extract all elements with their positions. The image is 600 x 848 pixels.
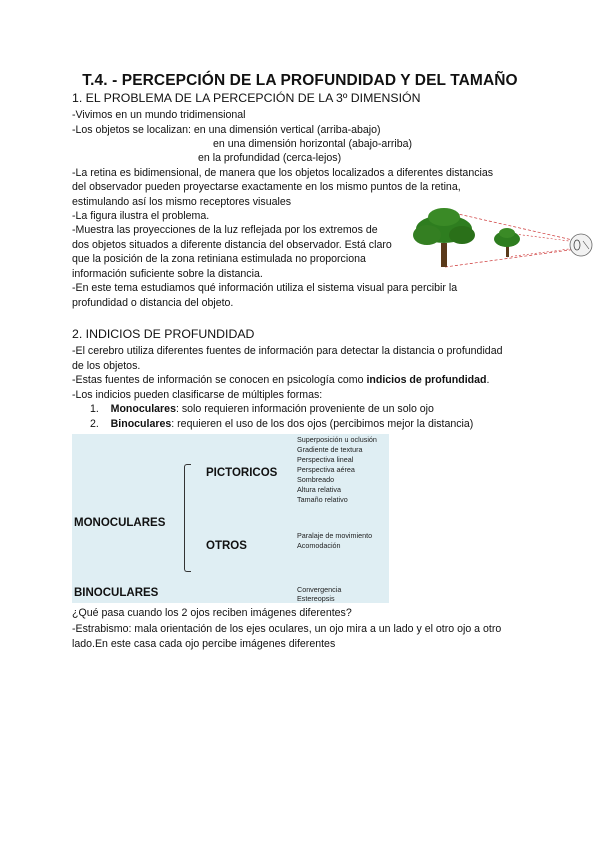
paragraph-line: en la profundidad (cerca-lejos)	[198, 152, 342, 164]
cue-item: Gradiente de textura	[297, 445, 363, 454]
section1-heading: 1. EL PROBLEMA DE LA PERCEPCIÓN DE LA 3º DIMENSIÓN	[72, 91, 421, 105]
depth-cues-diagram	[72, 434, 389, 603]
list-number: 1.	[90, 403, 99, 415]
paragraph-line: profundidad o distancia del objeto.	[72, 297, 234, 309]
paragraph-line: estimulando así los mismo receptores visuales	[72, 196, 292, 208]
paragraph-line: de los objetos.	[72, 360, 141, 372]
bold-term: Monoculares	[110, 403, 176, 415]
label-pictoricos: PICTORICOS	[206, 467, 278, 479]
paragraph-line: dos objetos situados a diferente distancia del observador. Está claro	[72, 239, 392, 251]
bold-term: Binoculares	[110, 418, 172, 430]
cue-item: Paralaje de movimiento	[297, 531, 373, 540]
bracket	[184, 464, 191, 572]
paragraph-line: -Los indicios pueden clasificarse de múltiples formas:	[72, 389, 323, 401]
ray-line	[507, 248, 577, 257]
cue-item: Sombreado	[297, 475, 335, 484]
small-tree-icon	[494, 228, 520, 257]
paragraph-line: ¿Qué pasa cuando los 2 ojos reciben imágenes diferentes?	[72, 607, 352, 619]
cue-item: Estereopsis	[297, 594, 335, 603]
paragraph-line: del observador pueden proyectarse exactamente en los mismo puntos de la retina,	[72, 181, 461, 193]
list-number: 2.	[90, 418, 99, 430]
paragraph-line: -La retina es bidimensional, de manera que los objetos localizados a diferentes distancias	[72, 167, 494, 179]
label-binoculares: BINOCULARES	[74, 587, 159, 599]
cue-item: Perspectiva lineal	[297, 455, 354, 464]
depth-illustration	[407, 205, 599, 273]
paragraph-line: información suficiente sobre la distancia.	[72, 268, 263, 280]
cue-item: Superposición u oclusión	[297, 435, 377, 444]
text-run: -Estas fuentes de información se conocen en psicología como	[72, 374, 367, 386]
list-item-monoculares	[90, 403, 434, 416]
label-monoculares: MONOCULARES	[74, 517, 166, 529]
cue-item: Convergencia	[297, 585, 342, 594]
large-tree-icon	[413, 208, 475, 267]
text-run: .	[486, 374, 490, 386]
paragraph-line: -Estrabismo: mala orientación de los ejes oculares, un ojo mira a un lado y el otro ojo a otro	[72, 623, 502, 635]
paragraph-line: -Los objetos se localizan: en una dimensión vertical (arriba-abajo)	[72, 124, 381, 136]
paragraph-line: -Muestra las proyecciones de la luz reflejada por los extremos de	[72, 224, 378, 236]
paragraph-line: -La figura ilustra el problema.	[72, 210, 210, 222]
page-title: T.4. - PERCEPCIÓN DE LA PROFUNDIDAD Y DEL TAMAÑO	[82, 72, 518, 89]
cue-item: Tamaño relativo	[297, 495, 348, 504]
section2-heading: 2. INDICIOS DE PROFUNDIDAD	[72, 327, 255, 341]
list-item-binoculares	[90, 418, 473, 431]
paragraph-line: -Vivimos en un mundo tridimensional	[72, 109, 246, 121]
ray-line	[445, 249, 577, 267]
paragraph-line: -El cerebro utiliza diferentes fuentes de información para detectar la distancia o profundidad	[72, 345, 503, 357]
paragraph-line: lado.En este casa cada ojo percibe imágenes diferentes	[72, 638, 336, 650]
eye-icon	[570, 234, 592, 256]
cue-item: Acomodación	[297, 541, 341, 550]
list-text: : solo requieren información proveniente de un solo ojo	[175, 403, 434, 415]
label-otros: OTROS	[206, 540, 247, 552]
bold-term-indicios: indicios de profundidad	[366, 374, 487, 386]
cue-item: Altura relativa	[297, 485, 341, 494]
paragraph-line-indicios	[72, 374, 489, 387]
paragraph-line: en una dimensión horizontal (abajo-arriba)	[213, 138, 413, 150]
paragraph-line: que la posición de la zona retiniana estimulada no proporciona	[72, 253, 366, 265]
cue-item: Perspectiva aérea	[297, 465, 355, 474]
paragraph-line: -En este tema estudiamos qué información utiliza el sistema visual para percibir la	[72, 282, 458, 294]
depth-illustration-svg	[407, 205, 599, 273]
list-text: : requieren el uso de los dos ojos (percibimos mejor la distancia)	[171, 418, 474, 430]
